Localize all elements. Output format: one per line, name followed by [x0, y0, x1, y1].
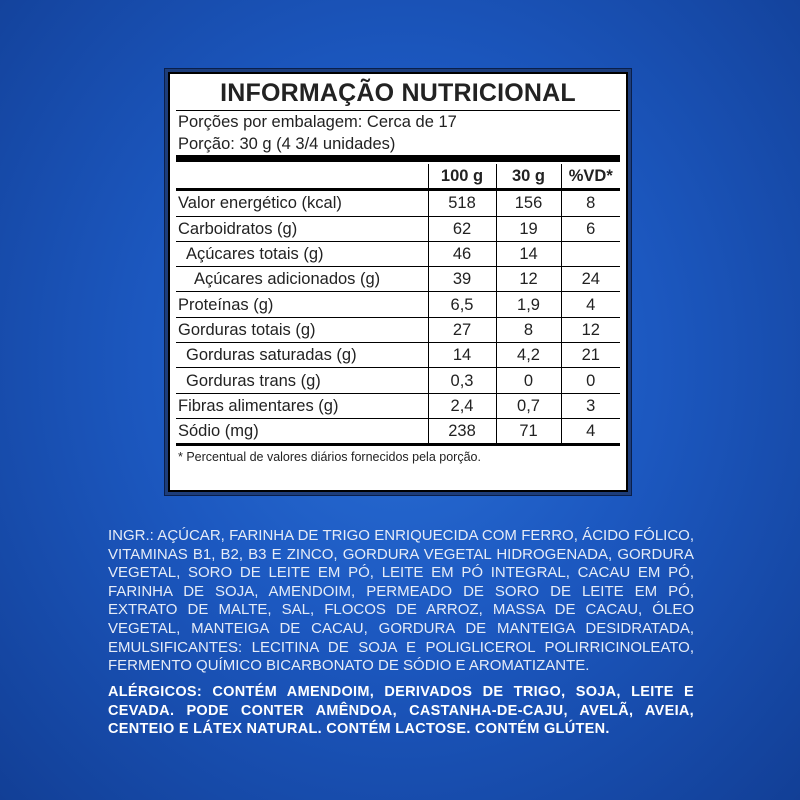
table-row — [176, 216, 620, 241]
header-100g: 100 g — [428, 164, 496, 190]
value-100g: 46 — [428, 241, 496, 266]
nutrient-name: Fibras alimentares (g) — [178, 396, 339, 415]
value-100g: 518 — [428, 190, 496, 216]
nutrient-name: Carboidratos (g) — [178, 219, 298, 238]
value-30g: 0,7 — [496, 393, 561, 418]
value-30g: 156 — [496, 190, 561, 216]
table-row — [176, 190, 620, 216]
table-row — [176, 241, 620, 266]
header-vd: %VD* — [561, 164, 620, 190]
servings-per-package: Porções por embalagem: Cerca de 17 — [178, 113, 457, 131]
value-vd: 4 — [561, 292, 620, 317]
table-row — [176, 418, 620, 444]
nutrient-name: Valor energético (kcal) — [178, 194, 342, 213]
table-header-row — [176, 164, 620, 190]
value-vd: 6 — [561, 216, 620, 241]
nutrients-table — [176, 164, 620, 446]
value-100g: 6,5 — [428, 292, 496, 317]
allergens-text: ALÉRGICOS: CONTÉM AMENDOIM, DERIVADOS DE TRIGO, SOJA, LEITE E CEVADA. PODE CONTER AMÊNDOA, CASTANHA-DE-CAJU, AVELÃ, AVEIA, CENTEIO E LÁTEX NATURAL. CONTÉM LACTOSE. CONTÉM GLÚTEN. — [108, 684, 694, 738]
nutrient-name: Proteínas (g) — [178, 295, 274, 314]
value-vd: 0 — [561, 368, 620, 393]
nutrition-facts-table — [168, 72, 628, 492]
table-row — [176, 292, 620, 317]
label-title: INFORMAÇÃO NUTRICIONAL — [176, 74, 620, 111]
value-vd: 8 — [561, 190, 620, 216]
value-100g: 238 — [428, 418, 496, 444]
thick-divider — [176, 155, 620, 162]
value-vd — [561, 241, 620, 266]
table-row — [176, 343, 620, 368]
value-100g: 0,3 — [428, 368, 496, 393]
header-blank — [176, 164, 428, 190]
value-30g: 0 — [496, 368, 561, 393]
value-100g: 62 — [428, 216, 496, 241]
value-30g: 12 — [496, 267, 561, 292]
value-30g: 1,9 — [496, 292, 561, 317]
table-row — [176, 393, 620, 418]
value-vd: 3 — [561, 393, 620, 418]
nutrient-name: Gorduras saturadas (g) — [186, 346, 357, 365]
value-100g: 39 — [428, 267, 496, 292]
footnote: * Percentual de valores diários fornecidos pela porção. — [178, 450, 481, 465]
nutrient-name: Açúcares totais (g) — [186, 245, 324, 264]
nutrient-name: Sódio (mg) — [178, 422, 259, 441]
table-row — [176, 317, 620, 342]
nutrient-name: Gorduras trans (g) — [186, 371, 321, 390]
value-100g: 2,4 — [428, 393, 496, 418]
nutrient-name: Açúcares adicionados (g) — [194, 270, 381, 289]
serving-size: Porção: 30 g (4 3/4 unidades) — [178, 135, 396, 153]
nutrient-name: Gorduras totais (g) — [178, 320, 316, 339]
value-30g: 71 — [496, 418, 561, 444]
value-30g: 19 — [496, 216, 561, 241]
table-row — [176, 368, 620, 393]
value-100g: 27 — [428, 317, 496, 342]
ingredients-text: INGR.: AÇÚCAR, FARINHA DE TRIGO ENRIQUECIDA COM FERRO, ÁCIDO FÓLICO, VITAMINAS B1, B2, B3 E ZINCO, GORDURA VEGETAL HIDROGENADA, GORDURA VEGETAL, SORO DE LEITE EM PÓ, LEITE EM PÓ INTEGRAL, CACAU EM PÓ, FARINHA DE SOJA, AMENDOIM, PERMEADO DE SORO DE LEITE EM PÓ, EXTRATO DE MALTE, SAL, FLOCOS DE ARROZ, MASSA DE CACAU, ÓLEO VEGETAL, MANTEIGA DE CACAU, GORDURA DE MANTEIGA DESIDRATADA, EMULSIFICANTES: LECITINA DE SOJA E POLIGLICEROL POLIRRICINOLEATO, FERMENTO QUÍMICO BICARBONATO DE SÓDIO E AROMATIZANTE. — [108, 527, 694, 675]
value-30g: 14 — [496, 241, 561, 266]
value-vd: 4 — [561, 418, 620, 444]
value-vd: 12 — [561, 317, 620, 342]
value-100g: 14 — [428, 343, 496, 368]
value-vd: 21 — [561, 343, 620, 368]
value-30g: 4,2 — [496, 343, 561, 368]
table-row — [176, 267, 620, 292]
value-vd: 24 — [561, 267, 620, 292]
header-30g: 30 g — [496, 164, 561, 190]
value-30g: 8 — [496, 317, 561, 342]
